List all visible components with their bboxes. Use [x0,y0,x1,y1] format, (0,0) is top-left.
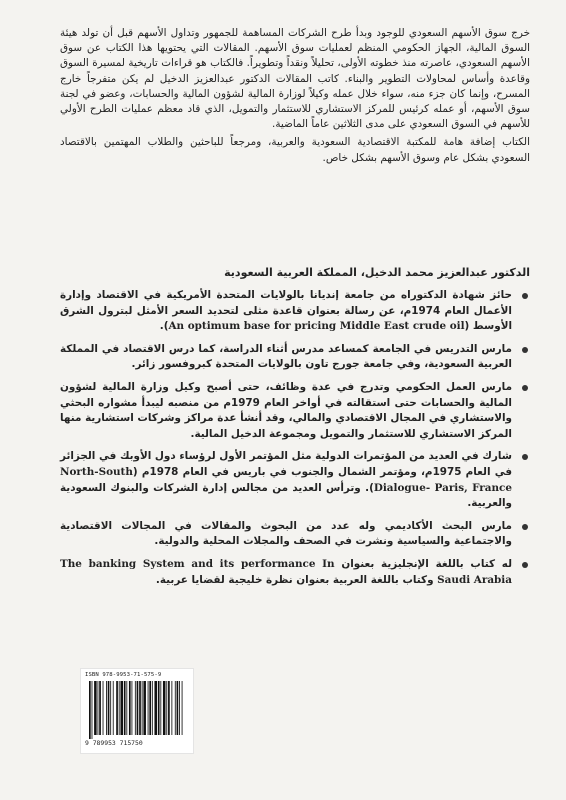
bio-item-books [60,557,530,588]
bio-item-government [60,380,530,442]
barcode-digits: 9 789953 715750 [85,739,143,747]
bio-text-end: ). وترأس العديد من مجالس إدارة الشركات والبنوك السعودية والعربية. [60,481,512,510]
intro-paragraph-1: خرج سوق الأسهم السعودي للوجود وبدأ طرح الشركات المساهمة للجمهور وتداول الأسهم قبل أن تولد هيئة السوق المالية، الجهاز الحكومي المنظم لعمليات سوق الأسهم. المقالات التي يحتويها هذا الكتاب عن سوق الأسهم السعودي، عاصرته منذ خطوته الأولى، تحليلاً ونقداً وتطويراً. فالكتاب هو قراءات تاريخية لمسيرة السوق وقاعدة وأساس لمحاولات التطوير والبناء. كاتب المقالات الدكتور عبدالعزيز الدخيل لم يكن متفرجاً خارج المسرح، وإنما كان جزء منه، سواء خلال عمله وكيلاً لوزارة المالية لشؤون المالية والحسابات، وعضو في لجنة سوق الأسهم، أو عمله كرئيس للمركز الاستشاري للاستثمار والتمويل، الذي قاد معظم عمليات الطرح الأولي للأسهم في السوق السعودي على مدى الثلاثين عاماً الماضية. [60,27,530,131]
intro-text [60,26,530,169]
bullet-icon [522,562,528,568]
bio-text: حائز شهادة الدكتوراه من جامعة إنديانا بالولايات المتحدة الأمريكية في الاقتصاد وإدارة الأعمال العام 1974م، عن رسالة بعنوان قاعدة مثلى لتحديد السعر الأمثل لبترول الشرق الأوسط ( [60,289,512,333]
bio-item-conferences [60,449,530,511]
bio-text: مارس العمل الحكومي وتدرج في عدة وظائف، حتى أصبح وكيل وزارة المالية لشؤون المالية والحسابات حتى استقالته في أواخر العام 1979م من منصبه ليبدأ مشواره البحثي والاستشاري في المجال الاقتصادي والمالي، وقد أنشأ عدة مراكز وشركات استشارية منها المركز الاستشاري للاستثمار والتمويل ومجموعة الدخيل المالية. [60,380,512,440]
intro-paragraph-2: الكتاب إضافة هامة للمكتبة الاقتصادية السعودية والعربية، ومرجعاً للباحثين والطلاب المهتمين بالاقتصاد السعودي بشكل عام وسوق الأسهم بشكل خاص. [60,136,530,164]
author-bio-list [60,288,530,595]
bio-text-end: وكتاب باللغة العربية بعنوان نظرة خليجية لقضايا عربية. [155,573,438,586]
bio-english-title: North-South Dialogue- Paris, France [60,465,512,494]
bio-item-education [60,288,530,335]
isbn-label: ISBN 978-9953-71-575-9 [85,672,162,678]
bio-item-teaching [60,342,530,373]
bullet-icon [522,385,528,391]
bio-text: شارك في العديد من المؤتمرات الدولية مثل المؤتمر الأول لرؤساء دول الأوبك في الجزائر في العام 1975م، ومؤتمر الشمال والجنوب في باريس في العام 1978م ( [60,450,513,478]
bullet-icon [522,454,528,460]
bullet-icon [522,347,528,353]
bio-english-title: An optimum base for pricing Middle East crude oil [168,320,465,333]
bullet-icon [522,524,528,530]
bio-text: له كتاب باللغة الإنجليزية بعنوان [334,557,512,570]
bio-english-title: The banking System and its performance In Saudi Arabia [60,557,512,586]
isbn-barcode [80,668,194,754]
author-heading: الدكتور عبدالعزيز محمد الدخيل، المملكة العربية السعودية [224,266,530,279]
bio-item-research [60,519,530,550]
bio-text: مارس التدريس في الجامعة كمساعد مدرس أثناء الدراسة، كما درس الاقتصاد في المملكة العربية السعودية، وفي جامعة جورج تاون بالولايات المتحدة كبروفسور زائر. [60,342,512,371]
bio-text-end: ). [159,320,169,333]
bullet-icon [522,293,528,299]
bio-text: مارس البحث الأكاديمي وله عدد من البحوث والمقالات في المجالات الاقتصادية والاجتماعية والسياسية ونشرت في الصحف والمجلات المحلية والدولية. [60,519,512,548]
barcode-bars-icon [87,681,187,739]
